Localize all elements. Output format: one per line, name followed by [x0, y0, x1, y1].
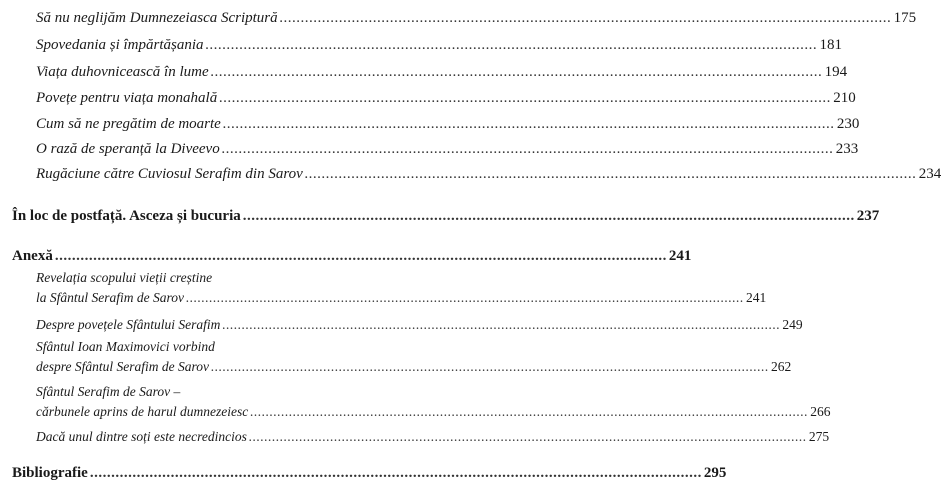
leader-dots: ................................................................................................................................................	[222, 317, 781, 332]
toc-subentry[interactable]	[36, 270, 433, 286]
leader-dots: ................................................................................................................................................	[222, 116, 835, 132]
toc-subentry-line2: despre Sfântul Serafim de Sarov	[36, 359, 209, 374]
toc-subentry-line2: cărbunele aprins de harul dumnezeiesc	[36, 404, 249, 419]
toc-subentry[interactable]	[36, 404, 831, 420]
leader-dots: ................................................................................................................................................	[210, 64, 823, 80]
toc-entry-page: 233	[835, 141, 859, 157]
toc-subentry[interactable]	[36, 384, 433, 400]
toc-entry-page: 175	[893, 10, 917, 26]
toc-subentry-line1: Sfântul Serafim de Sarov –	[36, 384, 181, 399]
toc-subentry-line1: Revelația scopului vieții creștine	[36, 270, 213, 285]
toc-entry-title: Povețe pentru viața monahală	[36, 90, 218, 106]
toc-section-title: Bibliografie	[12, 465, 88, 481]
toc-section-title: Anexă	[12, 248, 53, 264]
toc-entry-page: 194	[824, 64, 848, 80]
toc-entry[interactable]	[36, 166, 941, 183]
toc-section-anexa[interactable]	[12, 248, 692, 265]
leader-dots: ................................................................................................................................................	[304, 166, 917, 182]
toc-entry[interactable]	[36, 116, 860, 133]
toc-entry[interactable]	[36, 90, 856, 107]
toc-entry-title: Spovedania și împărtășania	[36, 37, 204, 53]
toc-entry-title: Cum să ne pregătim de moarte	[36, 116, 221, 132]
toc-subentry[interactable]	[36, 359, 792, 375]
leader-dots: ................................................................................................................................................	[248, 429, 807, 444]
toc-subentry-title: Dacă unul dintre soți este necredincios	[36, 429, 247, 444]
toc-subentry-page: 262	[770, 359, 792, 374]
toc-subentry-page: 275	[808, 429, 830, 444]
toc-subentry[interactable]	[36, 429, 830, 445]
toc-subentry-title: Despre povețele Sfântului Serafim	[36, 317, 221, 332]
toc-section-page: 237	[856, 208, 880, 224]
toc-subentry-page: 241	[746, 290, 767, 305]
toc-entry[interactable]	[36, 10, 917, 27]
toc-section-page: 241	[668, 248, 692, 264]
toc-entry-title: O rază de speranță la Diveevo	[36, 141, 220, 157]
toc-entry-page: 181	[819, 37, 842, 53]
toc-entry-page: 234	[918, 166, 941, 182]
toc-section-postfata[interactable]	[12, 208, 880, 225]
toc-entry[interactable]	[36, 64, 848, 81]
leader-dots: ................................................................................................................................................	[186, 290, 744, 305]
toc-entry-title: Să nu neglijăm Dumnezeiasca Scriptură	[36, 10, 278, 26]
leader-dots: ................................................................................................................................................	[219, 90, 832, 106]
toc-subentry-line2: la Sfântul Serafim de Sarov	[36, 290, 184, 305]
leader-dots: ................................................................................................................................................	[221, 141, 834, 157]
toc-section-page: 295	[703, 465, 727, 481]
toc-entry-page: 210	[833, 90, 856, 106]
toc-subentry[interactable]	[36, 290, 767, 306]
toc-entry-page: 230	[836, 116, 860, 132]
leader-dots: ................................................................................................................................................	[242, 208, 855, 224]
toc-entry-title: Viața duhovnicească în lume	[36, 64, 209, 80]
leader-dots: ................................................................................................................................................	[89, 465, 702, 481]
toc-entry-title: Rugăciune către Cuviosul Serafim din Sarov	[36, 166, 303, 182]
leader-dots: ................................................................................................................................................	[279, 10, 892, 26]
leader-dots: ................................................................................................................................................	[210, 359, 769, 374]
toc-subentry-line1: Sfântul Ioan Maximovici vorbind	[36, 339, 215, 354]
leader-dots: ................................................................................................................................................	[205, 37, 818, 53]
toc-section-bibliografie[interactable]	[12, 465, 727, 482]
toc-subentry[interactable]	[36, 317, 803, 333]
toc-entry[interactable]	[36, 141, 859, 158]
toc-section-title: În loc de postfață. Asceza și bucuria	[12, 208, 241, 224]
leader-dots: ................................................................................................................................................	[250, 404, 809, 419]
toc-subentry-page: 249	[782, 317, 803, 332]
leader-dots: ................................................................................................................................................	[54, 248, 667, 264]
toc-subentry[interactable]	[36, 339, 433, 355]
toc-entry[interactable]	[36, 37, 842, 54]
toc-subentry-page: 266	[810, 404, 831, 419]
